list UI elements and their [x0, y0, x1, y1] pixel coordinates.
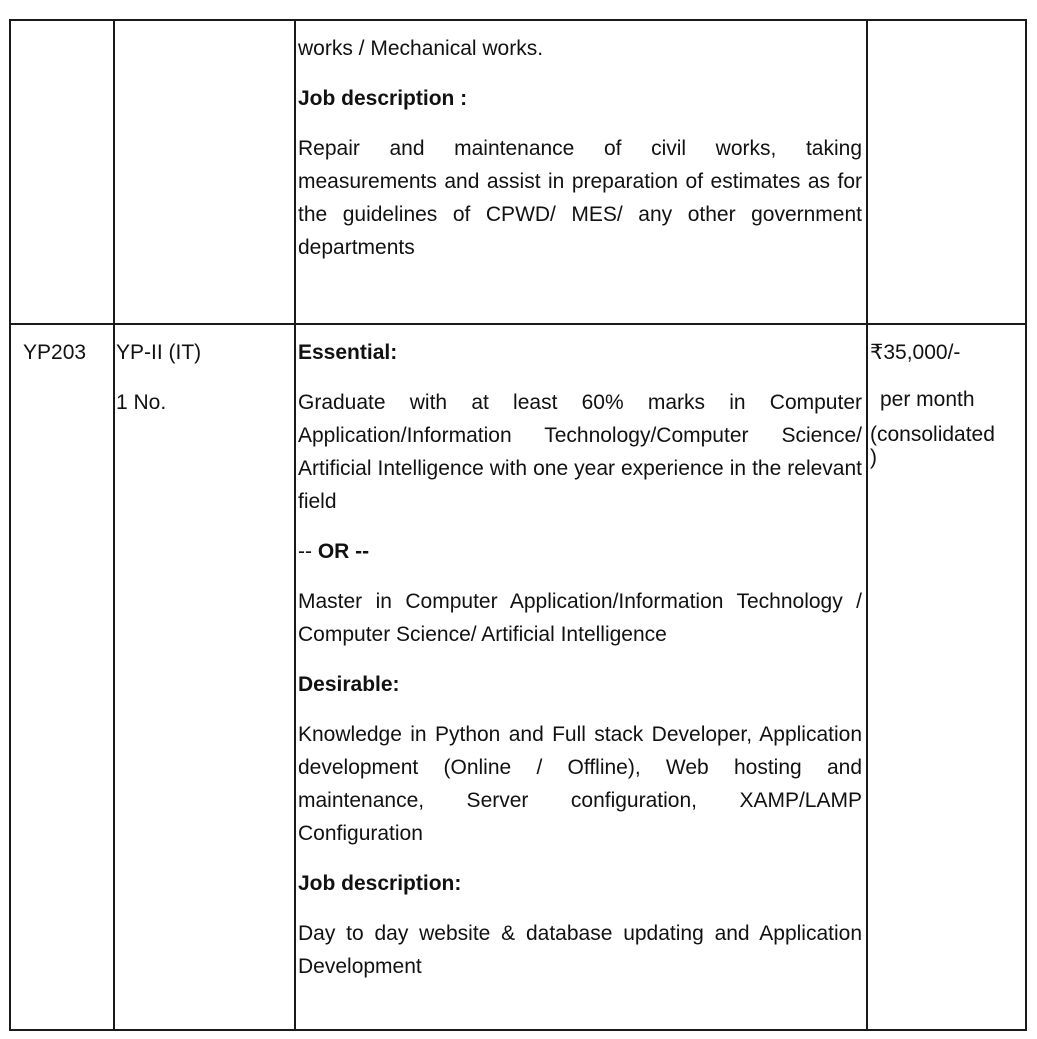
- pay-period: per month: [880, 388, 975, 411]
- top-row-description-cell: [296, 32, 864, 264]
- column-divider: [866, 21, 868, 1029]
- pay-amount: ₹35,000/-: [870, 341, 961, 364]
- column-divider: [113, 21, 115, 1029]
- job-description-heading: Job description:: [298, 872, 462, 895]
- post-count: 1 No.: [116, 391, 167, 414]
- post-code-cell: [23, 336, 113, 369]
- qualification-cell: [296, 336, 864, 983]
- row-divider: [11, 323, 1025, 325]
- desirable-text: Knowledge in Python and Full stack Developer, Application development (Online / Offline), Web hosting and maintenance, Server configuration, XAMP/LAMP Configuration: [298, 723, 862, 845]
- or-prefix: --: [298, 540, 318, 563]
- desirable-heading: Desirable:: [298, 673, 400, 696]
- post-code: YP203: [23, 341, 87, 364]
- pay-cell: [868, 329, 1028, 469]
- recruitment-table: [9, 19, 1027, 1031]
- pay-type: (consolidated: [870, 423, 995, 446]
- job-description-heading: Job description :: [298, 87, 468, 110]
- or-separator: [298, 535, 862, 568]
- post-name-cell: [116, 336, 294, 419]
- job-description-text: Repair and maintenance of civil works, taking measurements and assist in preparation of estimates as for the guidelines of CPWD/ MES/ any other government departments: [298, 137, 862, 259]
- essential-text-1: Graduate with at least 60% marks in Computer Application/Information Technology/Computer Science/ Artificial Intelligence with one year experience in the relevant field: [298, 391, 862, 513]
- or-label: OR --: [317, 540, 370, 563]
- pay-type-close: ): [870, 446, 877, 469]
- essential-text-2: Master in Computer Application/Information Technology / Computer Science/ Artificial Intelligence: [298, 590, 862, 646]
- job-description-text: Day to day website & database updating and Application Development: [298, 922, 862, 978]
- essential-heading: Essential:: [298, 341, 398, 364]
- post-name: YP-II (IT): [116, 341, 202, 364]
- continued-text: works / Mechanical works.: [298, 37, 544, 60]
